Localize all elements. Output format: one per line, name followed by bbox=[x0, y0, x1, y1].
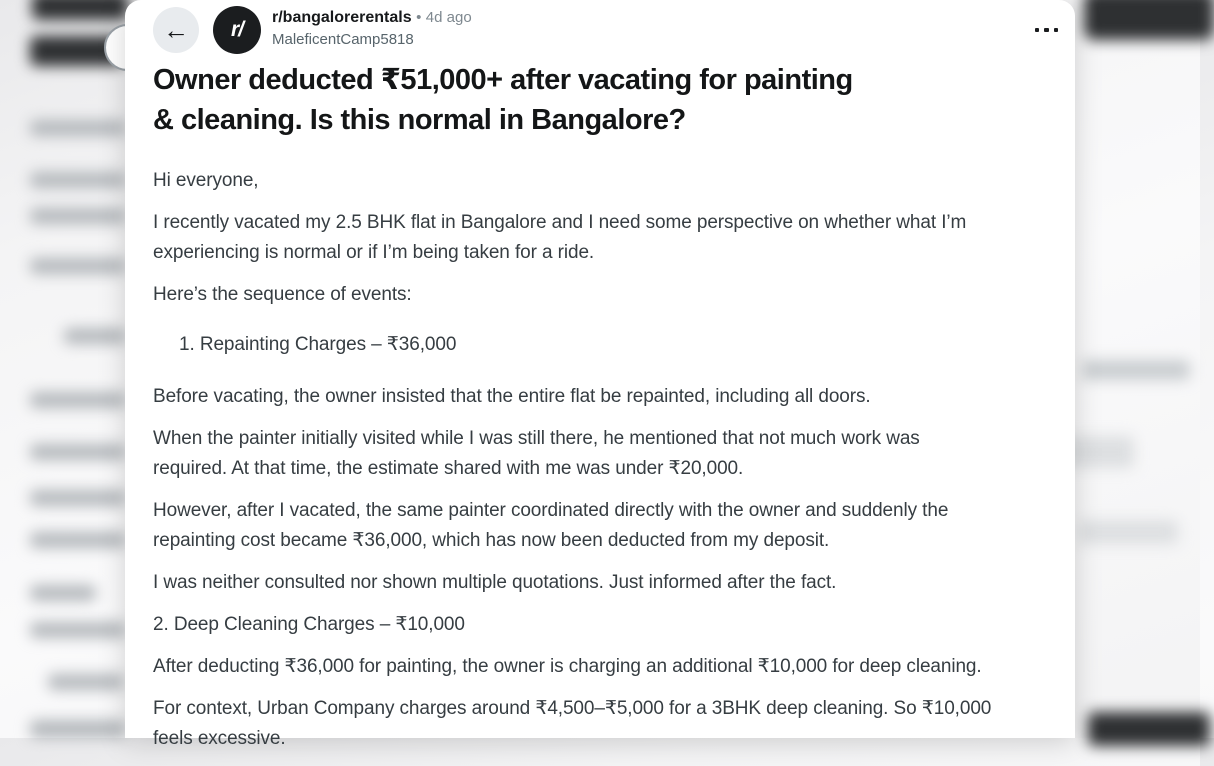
post-text-line: I recently vacated my 2.5 BHK flat in Bangalore and I need some perspective on whether what I’m bbox=[153, 212, 967, 233]
back-arrow-icon: ← bbox=[163, 15, 189, 45]
ellipsis-icon bbox=[1054, 28, 1059, 33]
post-text-line: However, after I vacated, the same painter coordinated directly with the owner and suddenly the bbox=[153, 500, 949, 521]
post-paragraph bbox=[153, 652, 1055, 682]
post-header bbox=[125, 0, 1075, 60]
back-button[interactable] bbox=[153, 7, 199, 53]
reddit-logo-icon: r/ bbox=[230, 18, 243, 41]
blur-blob bbox=[30, 622, 126, 638]
post-paragraph bbox=[153, 496, 1055, 556]
blur-blob bbox=[30, 490, 126, 506]
blur-blob bbox=[30, 392, 126, 408]
post-meta bbox=[272, 7, 472, 50]
post-paragraph bbox=[153, 280, 1055, 310]
blur-blob bbox=[30, 120, 126, 136]
post-text-line: experiencing is normal or if I’m being taken for a ride. bbox=[153, 242, 595, 263]
subreddit-name[interactable]: r/bangalorerentals bbox=[272, 9, 412, 26]
post-title-line: & cleaning. Is this normal in Bangalore? bbox=[153, 104, 686, 136]
post-text-line: feels excessive. bbox=[153, 728, 286, 749]
blur-blob bbox=[30, 208, 126, 224]
post-age: 4d ago bbox=[425, 9, 472, 26]
post-text-line: 1. Repainting Charges – ₹36,000 bbox=[179, 334, 457, 355]
blur-blob bbox=[30, 532, 126, 548]
blur-blob bbox=[30, 172, 126, 188]
post-paragraph bbox=[153, 166, 1055, 196]
subreddit-avatar[interactable] bbox=[213, 6, 261, 54]
overflow-menu-button[interactable] bbox=[1035, 26, 1059, 34]
meta-separator: • bbox=[416, 9, 422, 26]
post-text-line: For context, Urban Company charges around ₹4,500–₹5,000 for a 3BHK deep cleaning. So ₹10,000 bbox=[153, 698, 992, 719]
blur-blob bbox=[30, 258, 126, 274]
blur-blob bbox=[1082, 360, 1190, 380]
post-text-line: I was neither consulted nor shown multiple quotations. Just informed after the fact. bbox=[153, 572, 837, 593]
blur-blob bbox=[1088, 712, 1210, 746]
post-text-line: Here’s the sequence of events: bbox=[153, 284, 412, 305]
blur-blob bbox=[30, 720, 126, 738]
post-title-line: Owner deducted ₹51,000+ after vacating for painting bbox=[153, 64, 853, 96]
blur-blob bbox=[32, 0, 128, 20]
post-text-line: repainting cost became ₹36,000, which has now been deducted from my deposit. bbox=[153, 530, 830, 551]
blur-blob bbox=[1078, 520, 1178, 544]
ellipsis-icon bbox=[1035, 28, 1040, 33]
reddit-post-card bbox=[125, 0, 1075, 749]
blur-blob bbox=[1084, 0, 1214, 40]
ellipsis-icon bbox=[1044, 28, 1049, 33]
post-text-line: When the painter initially visited while I was still there, he mentioned that not much work was bbox=[153, 428, 920, 449]
blur-blob bbox=[30, 444, 126, 460]
blur-blob bbox=[64, 328, 126, 344]
post-author[interactable]: MaleficentCamp5818 bbox=[272, 31, 414, 48]
post-text-line: required. At that time, the estimate shared with me was under ₹20,000. bbox=[153, 458, 744, 479]
post-paragraph bbox=[153, 610, 1055, 640]
post-text-line: 2. Deep Cleaning Charges – ₹10,000 bbox=[153, 614, 465, 635]
post-paragraph bbox=[153, 382, 1055, 412]
post-paragraph bbox=[153, 208, 1055, 268]
post-paragraph bbox=[153, 568, 1055, 598]
blur-blob bbox=[48, 674, 124, 690]
post-list-item bbox=[179, 330, 1055, 360]
post-paragraph bbox=[153, 694, 1055, 754]
post-body bbox=[153, 166, 1055, 766]
blur-blob bbox=[30, 585, 96, 601]
post-paragraph bbox=[153, 424, 1055, 484]
post-text-line: After deducting ₹36,000 for painting, the owner is charging an additional ₹10,000 for deep cleaning. bbox=[153, 656, 982, 677]
post-text-line: Before vacating, the owner insisted that the entire flat be repainted, including all doors. bbox=[153, 386, 871, 407]
post-title bbox=[153, 60, 1048, 140]
post-text-line: Hi everyone, bbox=[153, 170, 259, 191]
